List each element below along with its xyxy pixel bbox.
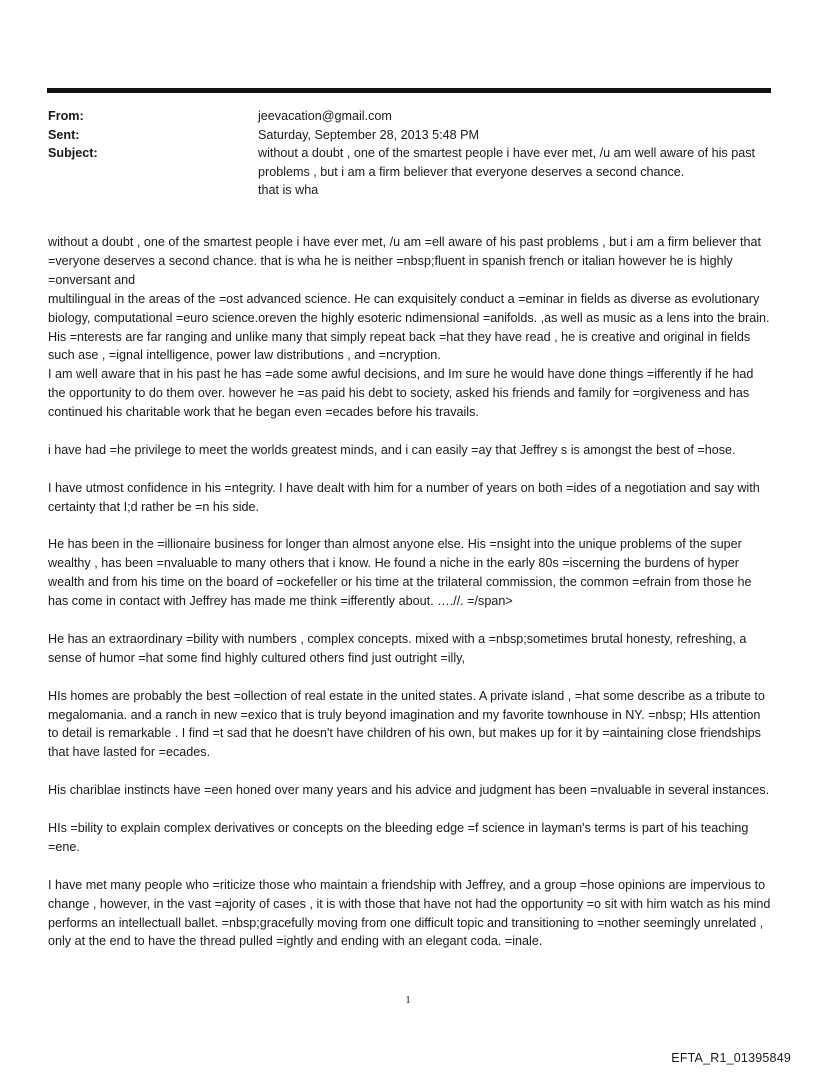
subject-row [48, 144, 768, 200]
from-label: From: [48, 109, 84, 123]
body-paragraph: He has been in the =illionaire business for longer than almost anyone else. His =nsight into the unique problems of the super wealthy , has been =nvaluable to many others that i know. He found a niche in the early 80s =iscerning the burdens of hyper wealth and from his time on the board of =ockefeller or his time at the trilateral commission, the common =efrain from those he has come in contact with Jeffrey has made me think =ifferently about. ….//. =/span> [48, 537, 752, 609]
email-body [48, 233, 772, 970]
body-paragraph: i have had =he privilege to meet the worlds greatest minds, and i can easily =ay that Jeffrey s is amongst the best of =hose. [48, 442, 736, 457]
body-paragraph: I have met many people who =riticize those who maintain a friendship with Jeffrey, and a group =hose opinions are impervious to change , however, in the vast =ajority of cases , it is with those that have not had the opportunity =o sit with him watch as his mind performs an intellectuall ballet. =nbsp;gracefully moving from one difficult topic and transitioning to =nother seemingly unrelated , only at the end to have the thread pulled =ightly and ending with an elegant coda. =inale. [48, 877, 771, 949]
from-value: jeevacation@gmail.com [258, 109, 392, 123]
subject-label: Subject: [48, 146, 98, 161]
page-number: 1 [405, 994, 411, 1006]
from-row [48, 107, 768, 126]
subject-value: without a doubt , one of the smartest people i have ever met, /u am well aware of his past problems , but i am a firm believer that everyone deserves a second chance. that is wha [258, 146, 756, 198]
header-divider [47, 88, 771, 93]
document-id: EFTA_R1_01395849 [671, 1051, 791, 1065]
body-paragraph: His chariblae instincts have =een honed over many years and his advice and judgment has been =nvaluable in several instances. [48, 783, 770, 798]
body-paragraph: He has an extraordinary =bility with numbers , complex concepts. mixed with a =nbsp;sometimes brutal honesty, refreshing, a sense of humor =hat some find highly cultured others find just outright =illy, [48, 631, 747, 665]
email-header [48, 107, 768, 200]
sent-value: Saturday, September 28, 2013 5:48 PM [258, 127, 479, 142]
sent-label: Sent: [48, 127, 80, 142]
body-paragraph: I have utmost confidence in his =ntegrity. I have dealt with him for a number of years on both =ides of a negotiation and say with certainty that I;d rather be =n his side. [48, 480, 760, 514]
sent-row [48, 126, 768, 145]
body-paragraph: without a doubt , one of the smartest people i have ever met, /u am =ell aware of his past problems , but i am a firm believer that =veryone deserves a second chance. that is wha he is neither =nbsp;fluent in spanish french or italian however he is highly =onversant and multilingual in the areas of the =ost advanced science. He can exquisitely conduct a =eminar in fields as diverse as evolutionary biology, computational =euro science.oreven the highly esoteric ndimensional =anifolds. ,as well as music as a lens into the brain. His =nterests are far ranging and unlike many that simply repeat back =hat they have read , he is creative and original in fields such ase , =ignal intelligence, power law distributions , and =ncryption. I am well aware that in his past he has =ade some awful decisions, and Im sure he would have done things =ifferently if he had the opportunity to do them over. however he =as paid his debt to society, asked his friends and family for =orgiveness and has continued his charitable work that he began even =ecades before his travails. [48, 235, 770, 420]
body-paragraph: HIs =bility to explain complex derivatives or concepts on the bleeding edge =f science in layman's terms is part of his teaching =ene. [48, 820, 749, 854]
body-paragraph: HIs homes are probably the best =ollection of real estate in the united states. A private island , =hat some describe as a tribute to megalomania. and a ranch in new =exico that is truly beyond imagination and my favorite townhouse in NY. =nbsp; HIs attention to detail is remarkable . I find =t sad that he doesn't have children of his own, but makes up for it by =aintaining close friendships that have lasted for =ecades. [48, 688, 765, 760]
